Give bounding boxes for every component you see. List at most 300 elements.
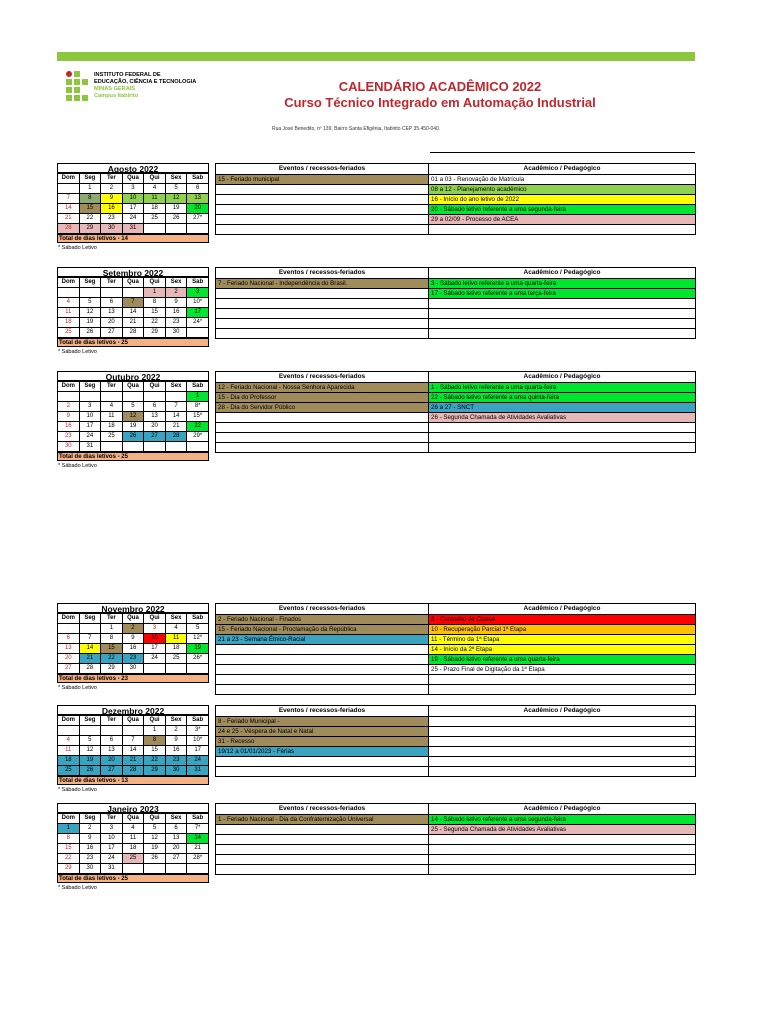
academic-header: Acadêmico / Pedagógico: [523, 707, 601, 714]
day-cell: 3: [144, 624, 166, 634]
day-cell: 27: [165, 854, 187, 864]
day-cell: 16: [165, 308, 187, 318]
day-cell: 18: [122, 844, 144, 854]
day-cell: 23: [165, 318, 187, 328]
month-calendar: [57, 163, 209, 251]
day-cell: 6: [101, 736, 123, 746]
day-cell: [101, 726, 123, 736]
day-cell: [122, 726, 144, 736]
events-header: Eventos / recessos-feriados: [278, 269, 366, 276]
day-cell: 17: [122, 204, 144, 214]
academic-item: [429, 716, 695, 726]
event-item: [216, 834, 428, 844]
day-cell: 17: [79, 422, 101, 432]
month-title: Outubro 2022: [57, 371, 209, 381]
day-cell: 3*: [187, 726, 209, 736]
week-row: [58, 392, 209, 402]
academic-item: [429, 308, 695, 318]
day-cell: 7: [79, 634, 101, 644]
academic-item: [429, 684, 695, 694]
event-item: [216, 308, 428, 318]
weekday-header: Ter: [101, 814, 123, 824]
academic-item: 17 - Sábado letivo referente a uma terça-feira: [429, 288, 695, 298]
academic-item: 19 - Sábado letivo referente a uma quarta-feira: [429, 654, 695, 664]
events-header: Eventos / recessos-feriados: [278, 373, 366, 380]
day-cell: 2: [58, 402, 80, 412]
day-cell: [58, 184, 80, 194]
week-row: [58, 664, 209, 674]
weekday-header: Seg: [79, 174, 101, 184]
week-row: [58, 726, 209, 736]
day-cell: [58, 392, 80, 402]
academic-item: 14 - Início da 2ª Etapa: [429, 644, 695, 654]
day-cell: 6: [101, 298, 123, 308]
week-row: [58, 644, 209, 654]
day-cell: [144, 224, 166, 234]
saturday-note: * Sábado Letivo: [58, 245, 97, 251]
day-cell: 20: [58, 654, 80, 664]
month-calendar: [57, 371, 209, 469]
event-item: [216, 184, 428, 194]
event-item: [216, 844, 428, 854]
day-cell: 8: [144, 298, 166, 308]
day-cell: 9: [58, 412, 80, 422]
day-cell: 13: [101, 308, 123, 318]
event-item: 2 - Feriado Nacional - Finados: [216, 614, 428, 624]
weekday-header: Qui: [144, 382, 166, 392]
day-cell: [122, 288, 144, 298]
event-item: [216, 288, 428, 298]
day-cell: 17: [144, 644, 166, 654]
academic-item: 29 a 02/09 - Processo de ACEA: [429, 214, 695, 224]
total-school-days: Total de dias letivos - 14: [57, 234, 209, 243]
academic-item: 22 - Sábado letivo referente a uma quinta-feira: [429, 392, 695, 402]
event-item: [216, 194, 428, 204]
day-cell: 10*: [187, 298, 209, 308]
day-cell: 25: [58, 328, 80, 338]
day-cell: 24: [187, 756, 209, 766]
day-cell: 24: [79, 432, 101, 442]
saturday-note: * Sábado Letivo: [58, 787, 97, 793]
day-cell: 21: [58, 214, 80, 224]
weekday-header: Qua: [122, 278, 144, 288]
week-row: [58, 298, 209, 308]
day-cell: [58, 624, 80, 634]
day-cell: [122, 392, 144, 402]
academic-item: 14 - Sábado letivo referente a uma segunda-feira: [429, 814, 695, 824]
day-cell: 3: [79, 402, 101, 412]
weekday-header: Dom: [58, 382, 80, 392]
day-cell: 9: [79, 834, 101, 844]
day-cell: 24*: [187, 318, 209, 328]
week-row: [58, 422, 209, 432]
day-cell: 27: [58, 664, 80, 674]
events-header: Eventos / recessos-feriados: [278, 165, 366, 172]
day-cell: 12: [79, 308, 101, 318]
day-cell: 23: [79, 854, 101, 864]
weekday-header: Qua: [122, 814, 144, 824]
saturday-note: * Sábado Letivo: [58, 463, 97, 469]
day-cell: 8: [144, 736, 166, 746]
day-cell: 31: [101, 864, 123, 874]
weekday-header: Ter: [101, 382, 123, 392]
day-cell: 11: [101, 412, 123, 422]
academic-item: [429, 432, 695, 442]
day-cell: 12: [79, 746, 101, 756]
day-cell: 3: [187, 288, 209, 298]
weekday-header: Qui: [144, 614, 166, 624]
day-cell: 21: [122, 318, 144, 328]
day-cell: 21: [165, 422, 187, 432]
day-cell: 14: [187, 834, 209, 844]
day-cell: 5: [165, 184, 187, 194]
day-cell: [144, 864, 166, 874]
event-item: [216, 854, 428, 864]
day-cell: 25: [165, 654, 187, 664]
weekday-header: Ter: [101, 278, 123, 288]
day-cell: 19: [187, 644, 209, 654]
day-cell: 28: [122, 766, 144, 776]
day-cell: [187, 864, 209, 874]
day-cell: 4: [58, 736, 80, 746]
day-cell: 6: [58, 634, 80, 644]
day-cell: 16: [58, 422, 80, 432]
academic-column: [429, 705, 696, 777]
event-item: [216, 654, 428, 664]
week-row: [58, 624, 209, 634]
academic-item: [429, 674, 695, 684]
day-cell: 22: [187, 422, 209, 432]
week-row: [58, 328, 209, 338]
day-cell: 21: [187, 844, 209, 854]
event-item: [216, 412, 428, 422]
day-cell: [144, 442, 166, 452]
week-row: [58, 844, 209, 854]
event-item: [216, 766, 428, 776]
day-cell: 24: [144, 654, 166, 664]
event-item: [216, 442, 428, 452]
week-row: [58, 184, 209, 194]
day-cell: 15: [144, 746, 166, 756]
academic-item: [429, 726, 695, 736]
academic-header: Acadêmico / Pedagógico: [523, 165, 601, 172]
academic-item: 11 - Término da 1ª Etapa: [429, 634, 695, 644]
day-cell: 19: [165, 204, 187, 214]
event-item: [216, 224, 428, 234]
calendar-grid: [57, 277, 209, 338]
day-cell: 12*: [187, 634, 209, 644]
day-cell: 30: [122, 664, 144, 674]
academic-item: [429, 766, 695, 776]
day-cell: 20: [101, 318, 123, 328]
academic-item: [429, 864, 695, 874]
month-calendar: [57, 705, 209, 793]
day-cell: 6: [144, 402, 166, 412]
day-cell: 13: [187, 194, 209, 204]
day-cell: 31: [79, 442, 101, 452]
day-cell: 9: [122, 634, 144, 644]
event-item: 1 - Feriado Nacional - Dia da Confraternização Universal: [216, 814, 428, 824]
day-cell: 17: [101, 844, 123, 854]
week-row: [58, 766, 209, 776]
day-cell: 10: [79, 412, 101, 422]
weekday-header: Sab: [187, 382, 209, 392]
weekday-header: Ter: [101, 174, 123, 184]
weekday-header: Sex: [165, 814, 187, 824]
institution-logo: [66, 71, 206, 109]
day-cell: 25: [101, 432, 123, 442]
weekday-header: Sex: [165, 382, 187, 392]
academic-item: 1 - Sábado letivo referente a uma quarta-feira: [429, 382, 695, 392]
day-cell: 7: [122, 736, 144, 746]
day-cell: 15: [58, 844, 80, 854]
day-cell: 22: [79, 214, 101, 224]
academic-item: 25 - Segunda Chamada de Atividades Avaliativas: [429, 824, 695, 834]
day-cell: 25: [122, 854, 144, 864]
calendar-grid: [57, 613, 209, 674]
weekday-header: Ter: [101, 614, 123, 624]
day-cell: 27: [101, 766, 123, 776]
day-cell: 19: [79, 318, 101, 328]
day-cell: 5: [79, 298, 101, 308]
day-cell: 29: [144, 328, 166, 338]
week-row: [58, 194, 209, 204]
academic-item: 3 - Sábado letivo referente a uma quarta-feira: [429, 278, 695, 288]
academic-column: [429, 803, 696, 875]
weekday-header: Seg: [79, 716, 101, 726]
month-title: Agosto 2022: [57, 163, 209, 173]
academic-item: [429, 844, 695, 854]
day-cell: [165, 392, 187, 402]
day-cell: 26: [79, 328, 101, 338]
day-cell: 14: [58, 204, 80, 214]
academic-item: [429, 746, 695, 756]
day-cell: 25: [144, 214, 166, 224]
event-item: [216, 664, 428, 674]
day-cell: 22: [58, 854, 80, 864]
week-row: [58, 214, 209, 224]
academic-item: 3 - Conselho de Classe: [429, 614, 695, 624]
day-cell: 8: [101, 634, 123, 644]
event-item: [216, 328, 428, 338]
month-calendar: [57, 267, 209, 355]
day-cell: 7*: [187, 824, 209, 834]
day-cell: 8: [79, 194, 101, 204]
saturday-note: * Sábado Letivo: [58, 885, 97, 891]
day-cell: 2: [165, 726, 187, 736]
event-item: [216, 864, 428, 874]
day-cell: [187, 224, 209, 234]
day-cell: 1: [79, 184, 101, 194]
weekday-header: Seg: [79, 382, 101, 392]
weekday-header: Dom: [58, 814, 80, 824]
day-cell: 19: [122, 422, 144, 432]
address: Rua José Benedito, nº 139, Bairro Santa Efigênia, Itabirito CEP 35.450-040.: [272, 126, 441, 132]
academic-item: 16 - Início do ano letivo de 2022: [429, 194, 695, 204]
day-cell: 26: [165, 214, 187, 224]
day-cell: 14: [122, 308, 144, 318]
day-cell: 28: [165, 432, 187, 442]
day-cell: 21: [122, 756, 144, 766]
week-row: [58, 204, 209, 214]
day-cell: [122, 442, 144, 452]
week-row: [58, 442, 209, 452]
day-cell: 4: [122, 824, 144, 834]
week-row: [58, 654, 209, 664]
event-item: 24 e 25 - Véspera de Natal e Natal: [216, 726, 428, 736]
weekday-header: Qua: [122, 174, 144, 184]
day-cell: 13: [165, 834, 187, 844]
day-cell: 9: [101, 194, 123, 204]
day-cell: 23: [58, 432, 80, 442]
events-column: [215, 371, 429, 453]
month-calendar: [57, 603, 209, 691]
week-row: [58, 746, 209, 756]
day-cell: 11: [58, 308, 80, 318]
day-cell: 17: [187, 746, 209, 756]
day-cell: 31: [187, 766, 209, 776]
academic-item: 08 a 12 - Planejamento acadêmico: [429, 184, 695, 194]
day-cell: 21: [79, 654, 101, 664]
event-item: [216, 318, 428, 328]
day-cell: 9: [165, 298, 187, 308]
day-cell: [58, 288, 80, 298]
day-cell: 28: [79, 664, 101, 674]
day-cell: 3: [122, 184, 144, 194]
month-title: Janeiro 2023: [57, 803, 209, 813]
day-cell: 23: [101, 214, 123, 224]
day-cell: 1: [101, 624, 123, 634]
day-cell: 4: [144, 184, 166, 194]
day-cell: 18: [58, 318, 80, 328]
day-cell: 30: [101, 224, 123, 234]
week-row: [58, 864, 209, 874]
academic-item: [429, 834, 695, 844]
week-row: [58, 224, 209, 234]
weekday-header: Seg: [79, 814, 101, 824]
day-cell: 18: [58, 756, 80, 766]
day-cell: 2: [165, 288, 187, 298]
day-cell: 5: [79, 736, 101, 746]
total-school-days: Total de dias letivos - 25: [57, 338, 209, 347]
day-cell: 2: [79, 824, 101, 834]
calendar-grid: [57, 715, 209, 776]
day-cell: 30: [165, 328, 187, 338]
events-header: Eventos / recessos-feriados: [278, 707, 366, 714]
weekday-header: Sab: [187, 814, 209, 824]
weekday-header: Dom: [58, 278, 80, 288]
day-cell: [187, 442, 209, 452]
day-cell: [58, 726, 80, 736]
day-cell: 29: [101, 664, 123, 674]
day-cell: 15*: [187, 412, 209, 422]
day-cell: 30: [79, 864, 101, 874]
day-cell: [79, 392, 101, 402]
weekday-header: Qui: [144, 278, 166, 288]
weekday-header: Qua: [122, 382, 144, 392]
events-column: [215, 163, 429, 235]
day-cell: 22: [101, 654, 123, 664]
day-cell: 22: [144, 318, 166, 328]
academic-header: Acadêmico / Pedagógico: [523, 373, 601, 380]
weekday-header: Dom: [58, 716, 80, 726]
day-cell: 1: [144, 726, 166, 736]
weekday-header: Sex: [165, 614, 187, 624]
academic-item: 26 - Segunda Chamada de Atividades Avaliativas: [429, 412, 695, 422]
day-cell: 20: [187, 204, 209, 214]
day-cell: [79, 726, 101, 736]
day-cell: 10: [101, 834, 123, 844]
month-title: Setembro 2022: [57, 267, 209, 277]
day-cell: 26*: [187, 654, 209, 664]
total-school-days: Total de dias letivos - 23: [57, 674, 209, 683]
day-cell: 14: [79, 644, 101, 654]
event-item: 28 - Dia do Servidor Público: [216, 402, 428, 412]
week-row: [58, 634, 209, 644]
week-row: [58, 402, 209, 412]
day-cell: 30: [58, 442, 80, 452]
day-cell: 11: [122, 834, 144, 844]
week-row: [58, 824, 209, 834]
events-column: [215, 267, 429, 339]
academic-item: [429, 422, 695, 432]
day-cell: 1: [58, 824, 80, 834]
day-cell: 23: [122, 654, 144, 664]
logo-icon: [66, 71, 88, 107]
weekday-header: Sex: [165, 174, 187, 184]
event-item: [216, 432, 428, 442]
day-cell: [187, 328, 209, 338]
week-row: [58, 736, 209, 746]
weekday-header: Seg: [79, 278, 101, 288]
weekday-header: Sab: [187, 716, 209, 726]
day-cell: 6: [165, 824, 187, 834]
month-title: Novembro 2022: [57, 603, 209, 613]
day-cell: 16: [165, 746, 187, 756]
day-cell: 10: [122, 194, 144, 204]
academic-item: 25 - Prazo Final de Digitação da 1ª Etapa: [429, 664, 695, 674]
saturday-note: * Sábado Letivo: [58, 685, 97, 691]
event-item: [216, 684, 428, 694]
academic-column: [429, 371, 696, 453]
event-item: 21 a 23 - Semana Étnico-Racial: [216, 634, 428, 644]
academic-item: [429, 224, 695, 234]
day-cell: 7: [122, 298, 144, 308]
day-cell: 12: [122, 412, 144, 422]
day-cell: 12: [144, 834, 166, 844]
day-cell: 20: [101, 756, 123, 766]
day-cell: 4: [101, 402, 123, 412]
academic-item: [429, 756, 695, 766]
calendar-grid: [57, 173, 209, 234]
weekday-header: Sex: [165, 716, 187, 726]
event-item: [216, 422, 428, 432]
weekday-header: Qua: [122, 614, 144, 624]
day-cell: 6: [187, 184, 209, 194]
day-cell: 16: [79, 844, 101, 854]
day-cell: 31: [122, 224, 144, 234]
event-item: [216, 756, 428, 766]
day-cell: 2: [122, 624, 144, 634]
day-cell: 18: [101, 422, 123, 432]
day-cell: 15: [79, 204, 101, 214]
day-cell: 5: [144, 824, 166, 834]
academic-header: Acadêmico / Pedagógico: [523, 269, 601, 276]
week-row: [58, 854, 209, 864]
academic-item: [429, 442, 695, 452]
month-title: Dezembro 2022: [57, 705, 209, 715]
academic-header: Acadêmico / Pedagógico: [523, 605, 601, 612]
